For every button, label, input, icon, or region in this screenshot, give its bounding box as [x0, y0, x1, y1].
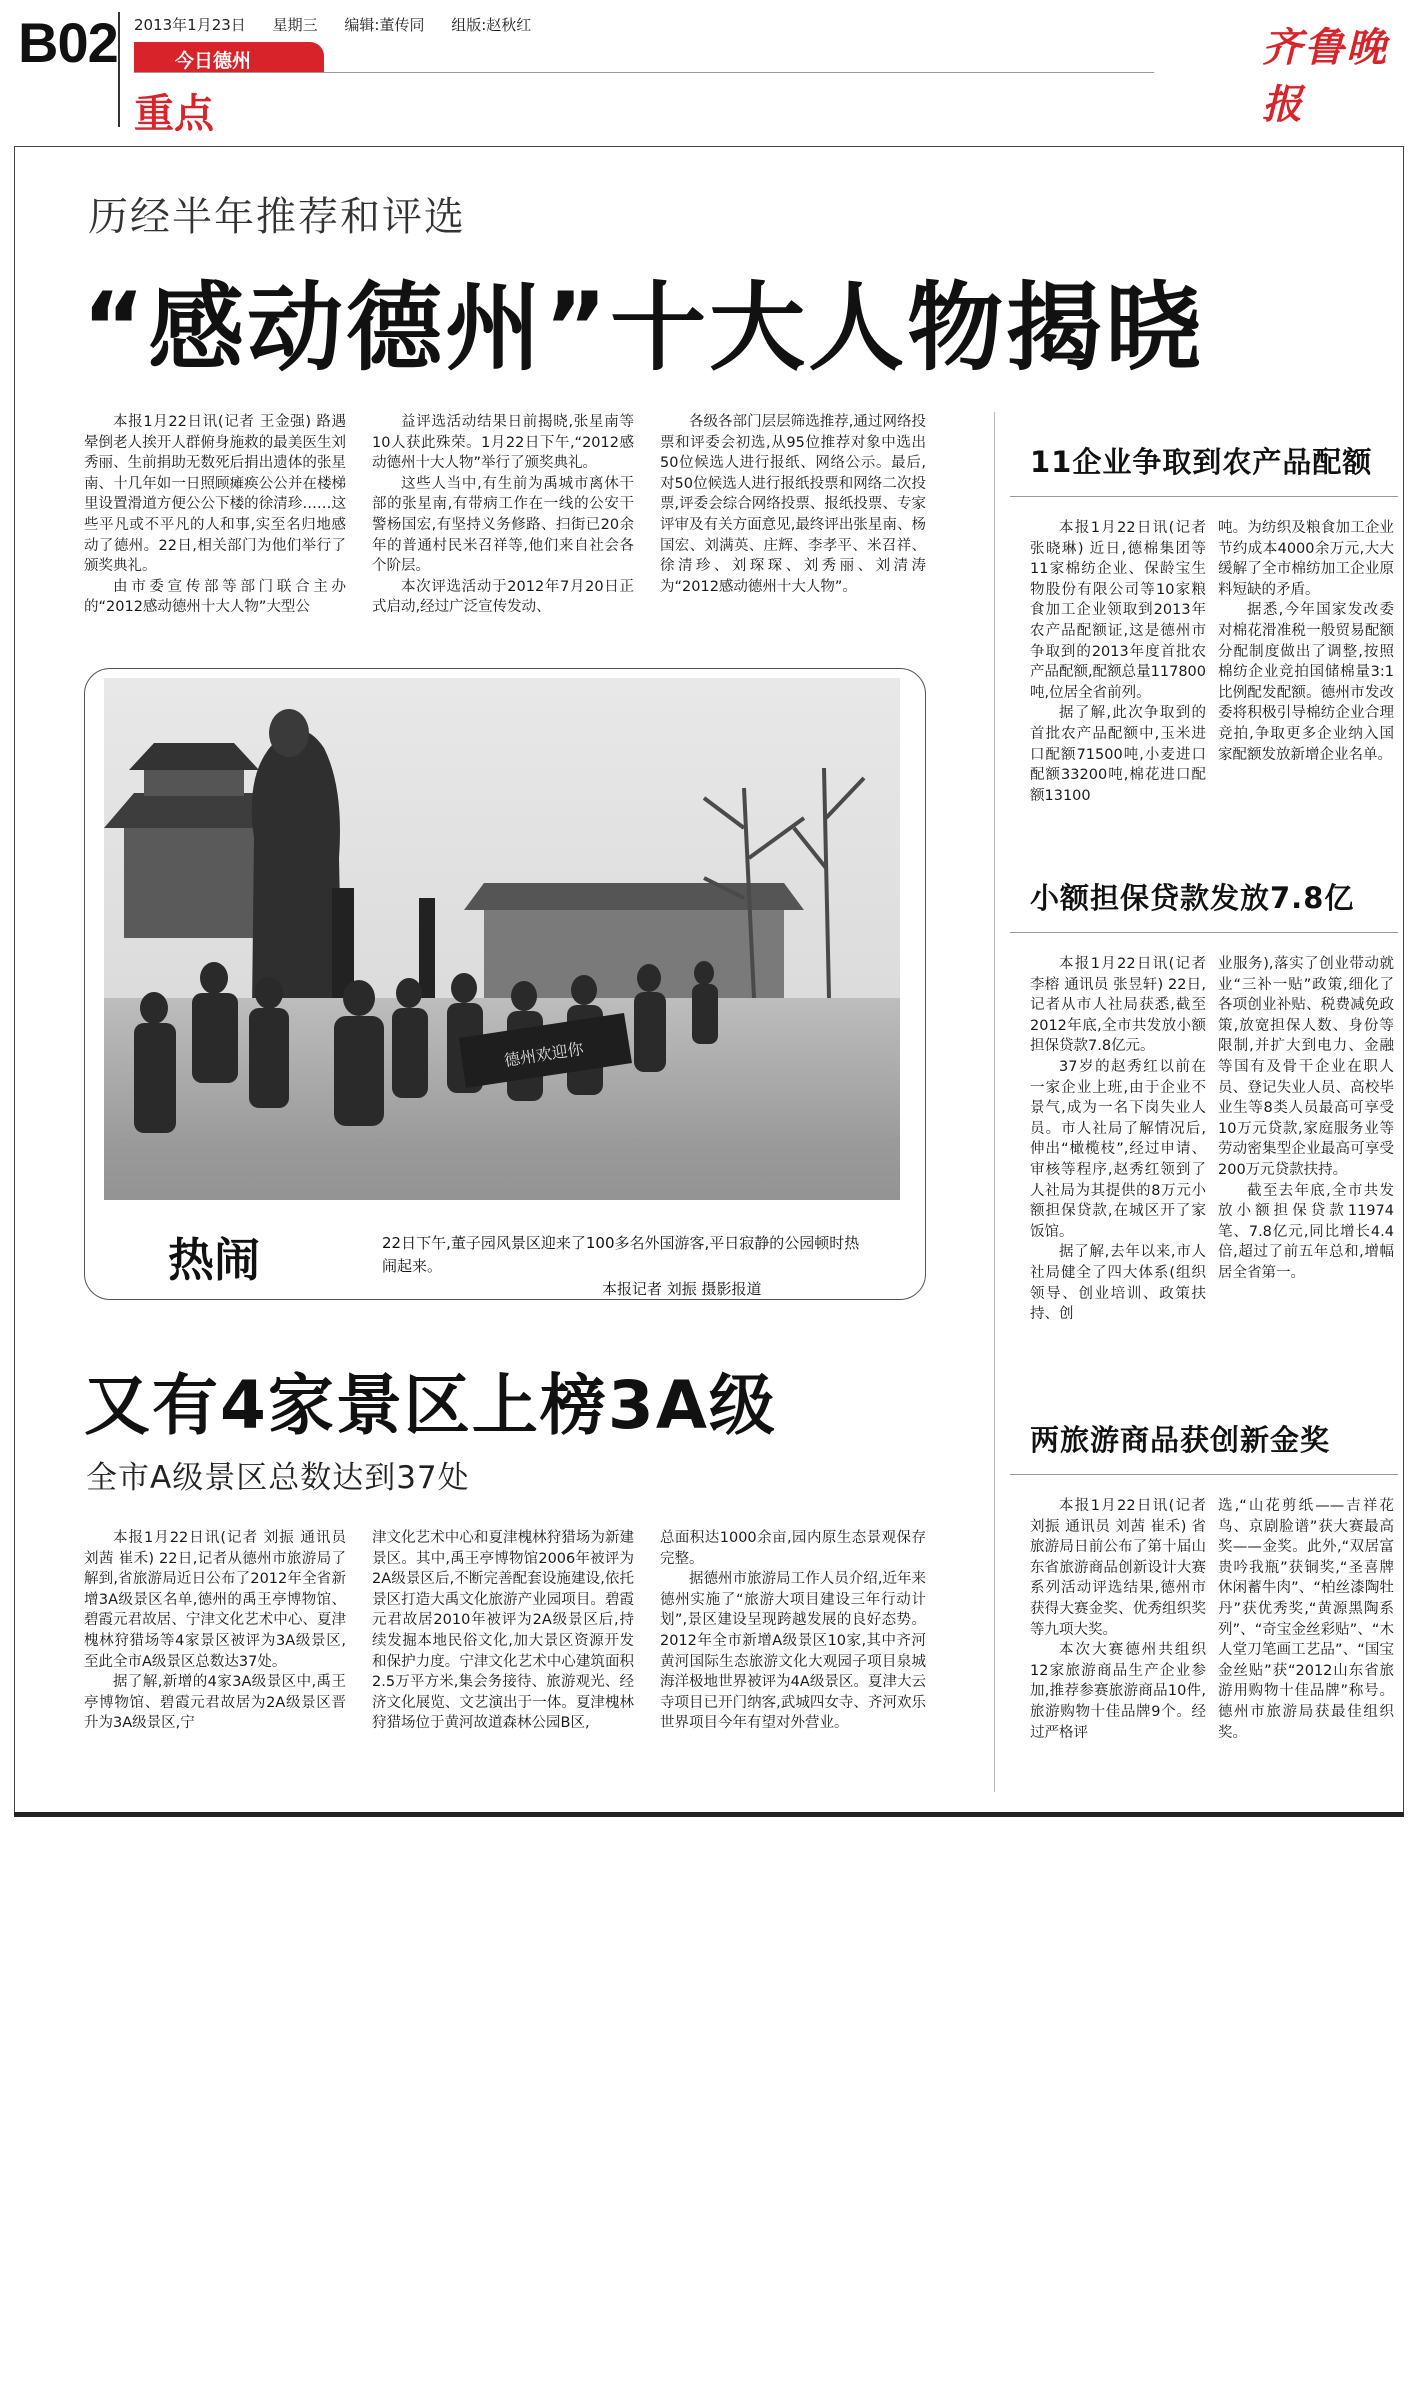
paragraph: 本次大赛德州共组织12家旅游商品生产企业参加,推荐参赛旅游商品10件,旅游购物十佳品牌9个。经过严格评 — [1030, 1642, 1206, 1741]
story2-column-3 — [660, 1528, 926, 1734]
layout-credit: 组版:赵秋红 — [451, 16, 532, 34]
brief2-column-2 — [1218, 954, 1394, 1284]
brief2-headline: 小额担保贷款发放7.8亿 — [1030, 881, 1355, 915]
photo-caption — [382, 1232, 862, 1301]
issue-weekday: 星期三 — [272, 16, 318, 34]
paragraph: 总面积达1000余亩,园内原生态景观保存完整。 — [660, 1530, 926, 1567]
paragraph: 本报1月22日讯(记者 刘振 通讯员 刘茜 崔禾) 22日,记者从德州市旅游局了解到,省旅游局近日公布了2012年全省新增3A级景区名单,德州的禹王亭博物馆、碧霞元君故居、宁津文化艺术中心、夏津槐林狩猎场等4家景区被评为3A级景区,至此全市A级景区总数达37处。 — [84, 1530, 346, 1670]
brief3-headline: 两旅游商品获创新金奖 — [1030, 1423, 1331, 1457]
brief2-rule — [1010, 932, 1398, 933]
paragraph: 本报1月22日讯(记者 李榕 通讯员 张昱轩) 22日,记者从市人社局获悉,截至2012年底,全市共发放小额担保贷款7.8亿元。 — [1030, 956, 1206, 1055]
paragraph: 据了解,去年以来,市人社局健全了四大体系(组织领导、创业培训、政策扶持、创 — [1030, 1244, 1206, 1323]
paragraph: 据悉,今年国家发改委对棉花滑准税一般贸易配额分配制度做出了调整,按照棉纺企业竞拍国储棉量3:1比例配发配额。德州市发改委将积极引导棉纺企业合理竞拍,争取更多企业纳入国家配额发放新增企业名单。 — [1218, 602, 1394, 763]
header-divider — [118, 12, 120, 127]
news-photo — [104, 678, 900, 1200]
brief1-column-1 — [1030, 518, 1206, 806]
paragraph: 津文化艺术中心和夏津槐林狩猎场为新建景区。其中,禹王亭博物馆2006年被评为2A级景区后,不断完善配套设施建设,依托景区打造大禹文化旅游产业园项目。碧霞元君故居2010年被评为2A级景区后,持续发掘本地民俗文化,加大景区资源开发和保护力度。宁津文化艺术中心建筑面积2.5万平方米,集会务接待、旅游观光、经济文化展览、文艺演出于一体。夏津槐林狩猎场位于黄河故道森林公园B区, — [372, 1530, 634, 1732]
brief3-column-2 — [1218, 1496, 1394, 1743]
paragraph: 选,“山花剪纸——吉祥花鸟、京剧脸谱”获大赛最高奖——金奖。此外,“双居富贵吟我瓶”获铜奖,“圣喜牌休闲蓄牛肉”、“柏丝漆陶牡丹”获优秀奖,“黄源黑陶系列”、“奇宝金丝彩贴”、“木人堂刀笔画工艺品”、“国宝金丝贴”获“2012山东省旅游用购物十佳品牌”称号。德州市旅游局获最佳组织奖。 — [1218, 1498, 1394, 1741]
paragraph: 本次评选活动于2012年7月20日正式启动,经过广泛宣传发动、 — [372, 578, 634, 616]
tourists-at-park-photo — [104, 678, 900, 1200]
brief1-rule — [1010, 496, 1398, 497]
column-divider — [994, 412, 995, 1792]
paragraph: 益评选活动结果日前揭晓,张星南等10人获此殊荣。1月22日下午,“2012感动德州十大人物”举行了颁奖典礼。 — [372, 414, 634, 472]
brief3-column-1 — [1030, 1496, 1206, 1743]
page-frame-bottom — [14, 1812, 1404, 1817]
paragraph: 据了解,此次争取到的首批农产品配额中,玉米进口配额71500吨,小麦进口配额33200吨,棉花进口配额13100 — [1030, 705, 1206, 804]
brief1-headline: 11企业争取到农产品配额 — [1030, 445, 1373, 479]
page-number: B02 — [18, 11, 118, 74]
paragraph: 本报1月22日讯(记者 刘振 通讯员 刘茜 崔禾) 省旅游局日前公布了第十届山东省旅游商品创新设计大赛系列活动评选结果,德州市获得大赛金奖、优秀组织奖等九项大奖。 — [1030, 1498, 1206, 1638]
paragraph: 由市委宣传部等部门联合主办的“2012感动德州十大人物”大型公 — [84, 578, 346, 616]
photo-credit: 本报记者 刘振 摄影报道 — [602, 1280, 762, 1298]
paragraph: 据了解,新增的4家3A级景区中,禹王亭博物馆、碧霞元君故居为2A级景区晋升为3A级景区,宁 — [84, 1674, 346, 1732]
caption-text: 22日下午,董子园风景区迎来了100多名外国游客,平日寂静的公园顿时热闹起来。 — [382, 1234, 860, 1275]
paragraph: 据德州市旅游局工作人员介绍,近年来德州实施了“旅游大项目建设三年行动计划”,景区建设呈现跨越发展的良好态势。2012年全市新增A级景区10家,其中齐河黄河国际生态旅游文化大观园子项目泉城海洋极地世界被评为4A级景区。夏津大云寺项目已开门纳客,武城四女寺、齐河欢乐世界项目今年有望对外营业。 — [660, 1571, 926, 1732]
paragraph: 业服务),落实了创业带动就业“三补一贴”政策,细化了各项创业补贴、税费减免政策,放宽担保人数、身份等限制,并扩大到电力、金融等国有及骨干企业在职人员、登记失业人员、高校毕业生等8类人员最高可享受10万元贷款,家庭服务业等劳动密集型企业最高可享受200万元贷款扶持。 — [1218, 956, 1394, 1178]
brief3-rule — [1010, 1474, 1398, 1475]
photo-title: 热闹 — [168, 1233, 260, 1287]
lead-headline: “感动德州”十大人物揭晓 — [82, 272, 1205, 384]
header-rule — [134, 72, 1154, 73]
story2-column-1 — [84, 1528, 346, 1734]
brief1-column-2 — [1218, 518, 1394, 765]
paragraph: 截至去年底,全市共发放小额担保贷款11974笔、7.8亿元,同比增长4.4倍,超过了前五年总和,增幅居全省第一。 — [1218, 1182, 1394, 1281]
lead-column-1 — [84, 412, 346, 618]
brief2-column-1 — [1030, 954, 1206, 1325]
lead-column-3 — [660, 412, 926, 597]
paragraph: 37岁的赵秀红以前在一家企业上班,由于企业不景气,成为一名下岗失业人员。市人社局了解情况后,伸出“橄榄枝”,经过申请、审核等程序,赵秀红领到了人社局为其提供的8万元小额担保贷款,在城区开了家饭馆。 — [1030, 1058, 1206, 1240]
paragraph: 本报1月22日讯(记者 张晓琳) 近日,德棉集团等11家棉纺企业、保龄宝生物股份有限公司等10家粮食加工企业领取到2013年农产品配额证,这是德州市争取到的2013年度首批农产品配额,配额总量117800吨,位居全省前列。 — [1030, 520, 1206, 701]
editor-credit: 编辑:董传同 — [344, 16, 425, 34]
issue-date: 2013年1月23日 — [134, 16, 246, 34]
story2-headline: 又有4家景区上榜3A级 — [84, 1367, 777, 1444]
section-label: 今日德州 — [175, 50, 252, 72]
newspaper-logo: 齐鲁晚报 — [1262, 24, 1388, 128]
paragraph: 吨。为纺织及粮食加工企业节约成本4000余万元,大大缓解了全市棉纺加工企业原料短缺的矛盾。 — [1218, 520, 1394, 598]
paragraph: 本报1月22日讯(记者 王金强) 路遇晕倒老人挨开人群俯身施救的最美医生刘秀丽、生前捐助无数死后捐出遗体的张星南、十几年如一日照顾瘫痪公公并在楼梯里设置滑道方便公公下楼的徐清珍……这些平凡或不平凡的人和事,实至名归地感动了德州。22日,相关部门为他们举行了颁奖典礼。 — [84, 414, 346, 575]
focus-label: 重点 — [134, 91, 214, 137]
paragraph: 这些人当中,有生前为禹城市离休干部的张星南,有带病工作在一线的公安干警杨国宏,有坚持义务修路、扫街已20余年的普通村民米召祥等,他们来自社会各个阶层。 — [372, 475, 634, 575]
photo-banner-text: 德州欢迎你 — [502, 1038, 585, 1071]
lead-column-2 — [372, 412, 634, 618]
paragraph: 各级各部门层层筛选推荐,通过网络投票和评委会初选,从95位推荐对象中选出50位候选人进行报纸、网络公示。最后,对50位候选人进行报纸投票和网络二次投票,评委会综合网络投票、报纸投票、专家评审及有关方面意见,最终评出张星南、杨国宏、刘满英、庄辉、李孝平、米召祥、徐清珍、刘琛琛、刘秀丽、刘清涛为“2012感动德州十大人物”。 — [660, 414, 926, 595]
header-meta — [134, 14, 553, 35]
story2-column-2 — [372, 1528, 634, 1734]
story2-subhead: 全市A级景区总数达到37处 — [86, 1460, 470, 1496]
lead-kicker: 历经半年推荐和评选 — [88, 194, 466, 240]
